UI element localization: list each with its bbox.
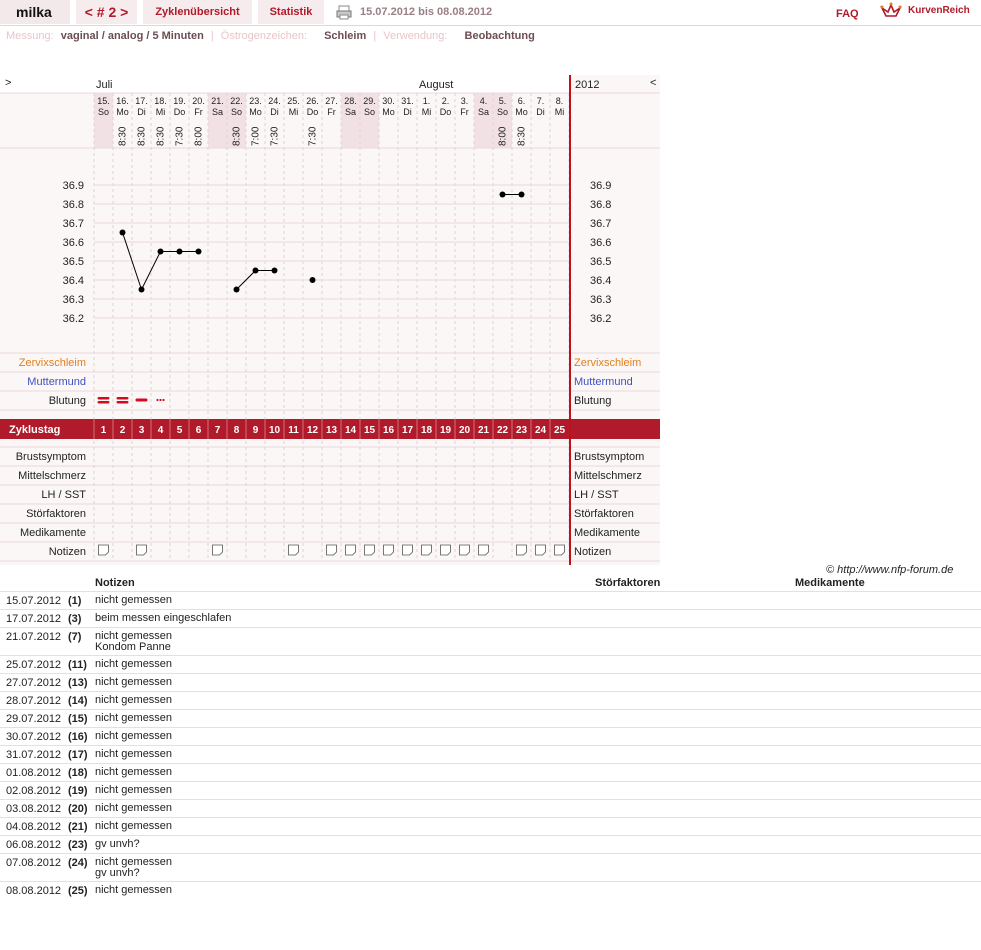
day-number: 2. (441, 96, 450, 106)
cycle-day-number: 23 (515, 425, 528, 436)
temperature-point (177, 249, 183, 255)
weekday-label: Mo (515, 107, 528, 117)
disturb-column-header: Störfaktoren (595, 577, 661, 589)
weekday-label: Fr (327, 107, 336, 117)
note-text: nicht gemessen (95, 766, 173, 778)
cycle-day-number: 18 (420, 425, 433, 436)
note-text: beim messen eingeschlafen (95, 612, 232, 624)
note-text: nicht gemessen (95, 730, 173, 742)
note-cycle-day: (14) (68, 695, 88, 707)
note-row (0, 727, 981, 745)
notes-list (0, 591, 981, 899)
measure-time: 8:30 (516, 126, 528, 146)
day-number: 27. (325, 96, 338, 106)
note-text: nicht gemessen (95, 676, 173, 688)
note-icon (517, 545, 527, 555)
row-cervix-label: Muttermund (27, 376, 86, 388)
crown-icon[interactable] (880, 2, 902, 20)
note-row (0, 763, 981, 781)
weekday-label: Do (439, 107, 452, 117)
row-meds-label-right: Medikamente (574, 527, 641, 539)
note-date: 30.07.2012 (6, 731, 62, 743)
meds-column-header: Medikamente (795, 577, 865, 589)
cycle-day-label: Zyklustag (9, 424, 61, 436)
tab-cycle-overview[interactable]: Zyklenübersicht (143, 0, 252, 24)
row-cervix-mucus-label: Zervixschleim (18, 357, 86, 369)
note-icon (384, 545, 394, 555)
weekday-label: Sa (477, 107, 490, 117)
day-number: 16. (116, 96, 129, 106)
month-label: Juli (96, 79, 113, 91)
bleeding-mark-light (159, 399, 161, 401)
cycle-day-number: 8 (233, 425, 240, 436)
notes-header (0, 577, 981, 590)
row-notes-label-right: Notizen (574, 546, 612, 558)
note-text: nicht gemessen (95, 694, 173, 706)
note-icon (213, 545, 223, 555)
row-breast-label-right: Brustsymptom (574, 451, 645, 463)
note-date: 07.08.2012 (6, 857, 62, 869)
y-tick-label-right: 36.9 (590, 180, 612, 192)
bleeding-mark-light (162, 399, 164, 401)
weekday-label: Mo (249, 107, 262, 117)
cycle-chart (0, 75, 660, 565)
note-row (0, 835, 981, 853)
bleeding-mark-heavy (98, 401, 110, 404)
cycle-day-number: 16 (382, 425, 395, 436)
cycle-day-number: 21 (477, 425, 490, 436)
faq-link[interactable]: FAQ (836, 8, 859, 20)
cycle-day-number: 4 (157, 425, 164, 436)
row-bleeding-label-right: Blutung (574, 395, 612, 407)
weekday-label: Mo (116, 107, 129, 117)
day-number: 6. (517, 96, 526, 106)
note-cycle-day: (24) (68, 857, 88, 869)
row-cervix-mucus-label-right: Zervixschleim (574, 357, 642, 369)
cycle-end-line (569, 75, 571, 565)
measure-time: 7:00 (250, 126, 262, 146)
year-label: 2012 (575, 79, 600, 91)
temperature-point (519, 192, 525, 198)
note-row (0, 591, 981, 609)
note-row (0, 691, 981, 709)
note-icon (403, 545, 413, 555)
measure-time: 8:30 (155, 126, 167, 146)
measure-label: Messung: (6, 30, 54, 42)
note-row (0, 627, 981, 655)
note-row (0, 745, 981, 763)
note-row (0, 881, 981, 899)
weekday-label: So (230, 107, 243, 117)
day-number: 28. (344, 96, 357, 106)
weekday-label: Sa (344, 107, 357, 117)
day-number: 3. (460, 96, 469, 106)
usage-value: Beobachtung (464, 30, 535, 42)
temperature-point (120, 230, 126, 236)
note-text: nicht gemessen (95, 712, 173, 724)
note-date: 02.08.2012 (6, 785, 62, 797)
bleeding-mark-heavy (117, 401, 129, 404)
row-lh-label: LH / SST (41, 489, 86, 501)
measure-time: 8:00 (497, 126, 509, 146)
day-number: 5. (498, 96, 507, 106)
date-range: 15.07.2012 bis 08.08.2012 (360, 6, 493, 18)
notes-column-header: Notizen (95, 577, 135, 589)
weekday-label: Fr (194, 107, 203, 117)
note-cycle-day: (20) (68, 803, 88, 815)
note-date: 21.07.2012 (6, 631, 62, 643)
cycle-day-number: 6 (195, 425, 202, 436)
temperature-point (234, 287, 240, 293)
weekday-label: So (496, 107, 509, 117)
note-date: 27.07.2012 (6, 677, 62, 689)
y-tick-label-right: 36.3 (590, 294, 612, 306)
y-tick-label-right: 36.5 (590, 256, 612, 268)
brand-name[interactable]: KurvenReich (908, 5, 970, 16)
weekday-label: Mi (288, 107, 299, 117)
cycle-day-number: 7 (214, 425, 221, 436)
note-cycle-day: (25) (68, 885, 88, 897)
day-number: 4. (479, 96, 488, 106)
note-text: nicht gemessen (95, 802, 173, 814)
note-row (0, 655, 981, 673)
note-cycle-day: (15) (68, 713, 88, 725)
chart-prev-button: > (5, 77, 12, 89)
weekday-label: Mi (554, 107, 565, 117)
day-number: 20. (192, 96, 205, 106)
y-tick-label-left: 36.7 (62, 218, 84, 230)
day-number: 23. (249, 96, 262, 106)
note-cycle-day: (21) (68, 821, 88, 833)
note-row (0, 673, 981, 691)
note-cycle-day: (18) (68, 767, 88, 779)
note-row (0, 853, 981, 881)
weekday-label: Di (403, 107, 412, 117)
cycle-day-number: 11 (288, 425, 299, 436)
note-icon (137, 545, 147, 555)
cycle-day-number: 20 (458, 425, 471, 436)
note-date: 01.08.2012 (6, 767, 62, 779)
note-date: 17.07.2012 (6, 613, 62, 625)
temperature-point (253, 268, 259, 274)
note-date: 04.08.2012 (6, 821, 62, 833)
bleeding-mark-heavy (117, 397, 129, 400)
estrogen-label: Östrogenzeichen: (220, 30, 307, 42)
note-text: nicht gemessen (95, 884, 173, 896)
weekday-label: Sa (211, 107, 224, 117)
weekday-label: So (363, 107, 376, 117)
top-bar (0, 0, 981, 26)
temperature-point (500, 192, 506, 198)
cycle-day-number: 12 (306, 425, 319, 436)
row-disturb-label: Störfaktoren (26, 508, 86, 520)
y-tick-label-left: 36.4 (62, 275, 84, 287)
note-text: gv unvh? (95, 838, 140, 850)
day-number: 8. (555, 96, 564, 106)
bleeding-mark-light (156, 399, 158, 401)
month-label: August (419, 79, 454, 91)
measurement-info (6, 30, 539, 42)
cycle-day-number: 1 (100, 425, 107, 436)
measure-time: 7:30 (269, 126, 281, 146)
note-date: 06.08.2012 (6, 839, 62, 851)
note-date: 28.07.2012 (6, 695, 62, 707)
cycle-day-number: 15 (363, 425, 376, 436)
day-number: 17. (135, 96, 148, 106)
weekday-label: Di (536, 107, 545, 117)
note-text: nicht gemessen (95, 658, 173, 670)
measure-time: 8:30 (117, 126, 129, 146)
note-icon (441, 545, 451, 555)
printer-icon[interactable] (336, 5, 352, 20)
day-number: 31. (401, 96, 414, 106)
row-lh-label-right: LH / SST (574, 489, 619, 501)
separator: | (373, 30, 377, 42)
note-row (0, 799, 981, 817)
row-cervix-label-right: Muttermund (574, 376, 633, 388)
note-row (0, 709, 981, 727)
weekday-label: So (97, 107, 110, 117)
cycle-day-number: 3 (138, 425, 145, 436)
note-cycle-day: (1) (68, 595, 82, 607)
y-tick-label-left: 36.8 (62, 199, 84, 211)
row-breast-label: Brustsymptom (15, 451, 86, 463)
weekday-label: Mi (421, 107, 432, 117)
note-icon (460, 545, 470, 555)
month-row (0, 75, 569, 93)
y-tick-label-left: 36.5 (62, 256, 84, 268)
row-notes-label: Notizen (48, 546, 86, 558)
note-icon (479, 545, 489, 555)
note-date: 03.08.2012 (6, 803, 62, 815)
user-name: milka (0, 0, 70, 24)
weekday-label: Mo (382, 107, 395, 117)
measure-time: 8:30 (231, 126, 243, 146)
note-cycle-day: (23) (68, 839, 88, 851)
y-tick-label-left: 36.9 (62, 180, 84, 192)
y-tick-label-right: 36.2 (590, 313, 612, 325)
note-cycle-day: (7) (68, 631, 82, 643)
note-date: 08.08.2012 (6, 885, 62, 897)
estrogen-value: Schleim (324, 30, 367, 42)
temperature-point (158, 249, 164, 255)
note-cycle-day: (11) (68, 659, 87, 671)
note-text: nicht gemessen Kondom Panne (95, 630, 173, 653)
note-date: 29.07.2012 (6, 713, 62, 725)
note-text: nicht gemessen (95, 748, 173, 760)
weekday-label: Di (137, 107, 146, 117)
note-cycle-day: (16) (68, 731, 88, 743)
note-cycle-day: (19) (68, 785, 88, 797)
note-text: nicht gemessen (95, 820, 173, 832)
note-date: 15.07.2012 (6, 595, 62, 607)
y-tick-label-left: 36.3 (62, 294, 84, 306)
note-icon (346, 545, 356, 555)
note-date: 25.07.2012 (6, 659, 62, 671)
copyright: © http://www.nfp-forum.de (826, 564, 954, 576)
day-number: 19. (173, 96, 186, 106)
day-number: 25. (287, 96, 300, 106)
separator: | (210, 30, 214, 42)
measure-time: 7:30 (307, 126, 319, 146)
row-disturb-label-right: Störfaktoren (574, 508, 634, 520)
day-number: 29. (363, 96, 376, 106)
day-number: 18. (154, 96, 167, 106)
cycle-day-number: 9 (252, 425, 259, 436)
measure-time: 8:30 (136, 126, 148, 146)
y-tick-label-right: 36.4 (590, 275, 612, 287)
usage-label: Verwendung: (383, 30, 448, 42)
day-number: 30. (382, 96, 395, 106)
cycle-day-number: 25 (553, 425, 566, 436)
y-tick-label-left: 36.6 (62, 237, 84, 249)
note-text: nicht gemessen (95, 784, 173, 796)
y-tick-label-right: 36.8 (590, 199, 612, 211)
bleeding-mark-heavy (98, 397, 110, 400)
y-tick-label-left: 36.2 (62, 313, 84, 325)
day-number: 1. (422, 96, 431, 106)
cycle-day-number: 13 (325, 425, 338, 436)
temperature-point (310, 277, 316, 283)
day-number: 15. (97, 96, 110, 106)
note-icon (289, 545, 299, 555)
note-row (0, 817, 981, 835)
y-tick-label-right: 36.6 (590, 237, 612, 249)
row-meds-label: Medikamente (19, 527, 86, 539)
measure-value: vaginal / analog / 5 Minuten (60, 30, 204, 42)
bleeding-mark-medium (136, 399, 148, 402)
day-number: 22. (230, 96, 243, 106)
note-icon (99, 545, 109, 555)
tab-statistics[interactable]: Statistik (258, 0, 324, 24)
weekday-label: Fr (460, 107, 469, 117)
weekday-label: Di (270, 107, 279, 117)
weekday-label: Do (173, 107, 186, 117)
note-text: nicht gemessen gv unvh? (95, 856, 173, 879)
day-number: 24. (268, 96, 281, 106)
note-icon (555, 545, 565, 555)
weekday-label: Mi (155, 107, 166, 117)
day-number: 26. (306, 96, 319, 106)
note-icon (422, 545, 432, 555)
chart-next-button: < (650, 77, 657, 89)
cycle-day-number: 24 (534, 425, 547, 436)
cycle-day-number: 5 (176, 425, 183, 436)
note-icon (327, 545, 337, 555)
note-cycle-day: (13) (68, 677, 88, 689)
row-midpain-label-right: Mittelschmerz (574, 470, 642, 482)
temperature-point (139, 287, 145, 293)
note-cycle-day: (3) (68, 613, 82, 625)
note-icon (536, 545, 546, 555)
note-row (0, 781, 981, 799)
cycle-day-number: 10 (268, 425, 281, 436)
row-bleeding-label: Blutung (48, 395, 86, 407)
day-number: 7. (536, 96, 545, 106)
note-date: 31.07.2012 (6, 749, 62, 761)
cycle-day-number: 19 (439, 425, 452, 436)
row-midpain-label: Mittelschmerz (18, 470, 86, 482)
note-text: nicht gemessen (95, 594, 173, 606)
measure-time: 7:30 (174, 126, 186, 146)
measure-time: 8:00 (193, 126, 205, 146)
note-icon (365, 545, 375, 555)
cycle-switcher[interactable]: < # 2 > (76, 0, 137, 24)
note-row (0, 609, 981, 627)
day-number: 21. (211, 96, 224, 106)
cycle-day-number: 14 (344, 425, 357, 436)
weekday-label: Do (306, 107, 319, 117)
temperature-point (272, 268, 278, 274)
cycle-chart-svg (0, 75, 660, 565)
y-tick-label-right: 36.7 (590, 218, 612, 230)
cycle-day-number: 2 (119, 425, 126, 436)
temperature-point (196, 249, 202, 255)
cycle-day-number: 22 (496, 425, 509, 436)
cycle-day-number: 17 (401, 425, 414, 436)
note-cycle-day: (17) (68, 749, 88, 761)
